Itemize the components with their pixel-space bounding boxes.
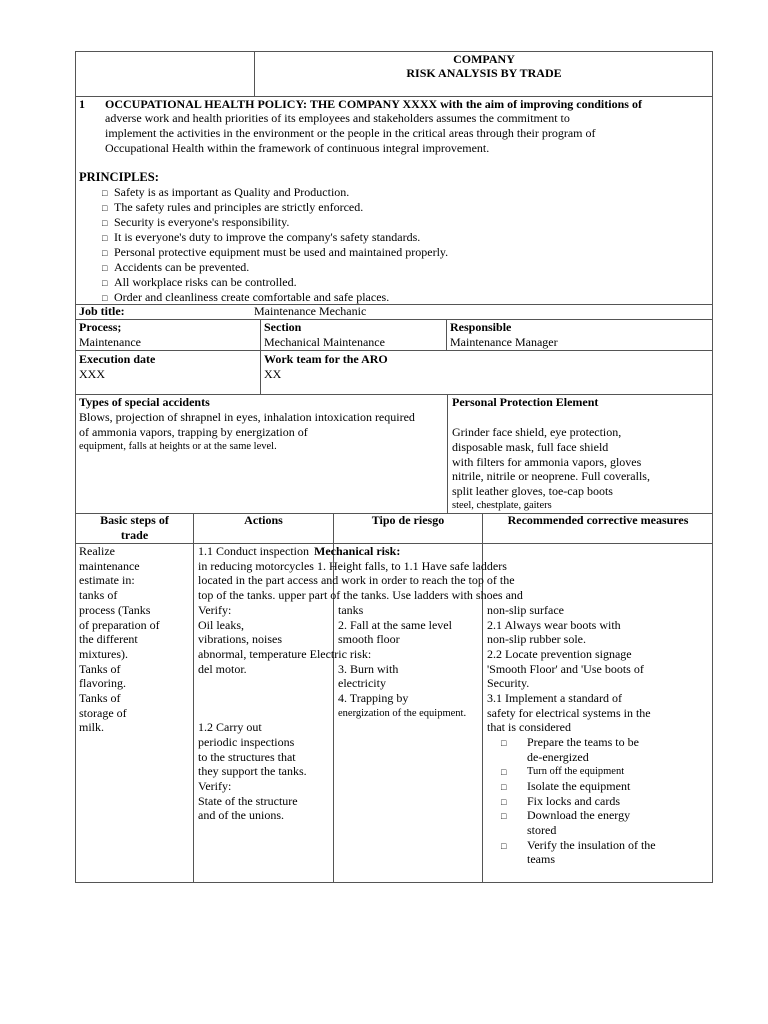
divider xyxy=(260,319,261,395)
sub-item-text: Fix locks and cards xyxy=(527,794,620,808)
execution-date-value: XXX xyxy=(79,367,105,381)
checkbox-bullet-icon: □ xyxy=(501,797,507,807)
checkbox-bullet-icon: □ xyxy=(501,767,507,777)
principle-text: Personal protective equipment must be used and maintained properly. xyxy=(114,245,449,259)
action-text: and of the unions. xyxy=(198,808,284,822)
measure-text: safety for electrical systems in the xyxy=(487,706,651,720)
step-text: maintenance xyxy=(79,559,140,573)
process-value: Maintenance xyxy=(79,335,141,349)
mechanical-risk-label: Mechanical risk: xyxy=(314,544,401,558)
divider xyxy=(75,319,713,320)
divider xyxy=(446,319,447,350)
action-text: Verify: xyxy=(198,603,232,617)
column-header-measures: Recommended corrective measures xyxy=(507,513,689,527)
sub-item-text: Isolate the equipment xyxy=(527,779,631,793)
list-item xyxy=(501,838,513,854)
policy-text: Occupational Health within the framework of continuous integral improvement. xyxy=(105,141,490,155)
checkbox-bullet-icon: □ xyxy=(501,841,507,851)
principle-text: Accidents can be prevented. xyxy=(114,260,250,274)
principle-text: Safety is as important as Quality and Production. xyxy=(114,185,350,199)
principle-text: All workplace risks can be controlled. xyxy=(114,275,297,289)
step-text: flavoring. xyxy=(79,676,126,690)
step-text: estimate in: xyxy=(79,573,135,587)
sub-item-text: stored xyxy=(527,823,557,837)
checkbox-bullet-icon: □ xyxy=(102,233,108,243)
measure-text: 2.2 Locate prevention signage xyxy=(487,647,632,661)
work-team-label: Work team for the ARO xyxy=(264,352,388,366)
list-item xyxy=(501,808,513,824)
column-header-steps: Basic steps of xyxy=(100,513,169,527)
page-title: RISK ANALYSIS BY TRADE xyxy=(406,66,562,80)
action-text: located in the part access and work in order to reach the top of the xyxy=(198,573,515,587)
work-team-value: XX xyxy=(264,367,282,381)
ppe-label: Personal Protection Element xyxy=(452,395,599,409)
principle-text: The safety rules and principles are strictly enforced. xyxy=(114,200,364,214)
list-item xyxy=(102,185,349,201)
ppe-text: split leather gloves, toe-cap boots xyxy=(452,484,613,498)
column-header-actions: Actions xyxy=(244,513,283,527)
action-text: periodic inspections xyxy=(198,735,295,749)
step-text: Tanks of xyxy=(79,691,121,705)
list-item xyxy=(102,215,289,231)
ppe-text: Grinder face shield, eye protection, xyxy=(452,425,622,439)
company-name: COMPANY xyxy=(453,52,515,66)
column-header-risk: Tipo de riesgo xyxy=(371,513,445,527)
risk-text: 4. Trapping by xyxy=(338,691,409,705)
action-text: vibrations, noises xyxy=(198,632,282,646)
step-text: Realize xyxy=(79,544,115,558)
list-item xyxy=(102,230,420,246)
checkbox-bullet-icon: □ xyxy=(501,811,507,821)
step-text: of preparation of xyxy=(79,618,160,632)
action-text: to the structures that xyxy=(198,750,296,764)
checkbox-bullet-icon: □ xyxy=(501,782,507,792)
measure-text: non-slip rubber sole. xyxy=(487,632,586,646)
principle-text: Security is everyone's responsibility. xyxy=(114,215,290,229)
risk-text: smooth floor xyxy=(338,632,400,646)
responsible-value: Maintenance Manager xyxy=(450,335,558,349)
sub-item-text: de-energized xyxy=(527,750,589,764)
checkbox-bullet-icon: □ xyxy=(102,203,108,213)
sub-item-text: Turn off the equipment xyxy=(527,766,625,777)
step-text: process (Tanks xyxy=(79,603,151,617)
divider xyxy=(75,350,713,351)
list-item xyxy=(501,764,513,780)
measure-text: 'Smooth Floor' and 'Use boots of xyxy=(487,662,644,676)
action-text: Oil leaks, xyxy=(198,618,244,632)
sub-item-text: Download the energy xyxy=(527,808,631,822)
action-text: 1.1 Conduct inspection xyxy=(198,544,309,558)
action-text: State of the structure xyxy=(198,794,298,808)
sub-item-text: Prepare the teams to be xyxy=(527,735,639,749)
risk-text: tanks xyxy=(338,603,364,617)
section-value: Mechanical Maintenance xyxy=(264,335,385,349)
ppe-text: with filters for ammonia vapors, gloves xyxy=(452,455,642,469)
accidents-text: Blows, projection of shrapnel in eyes, inhalation intoxication required xyxy=(79,410,415,424)
ppe-text: nitrile, nitrile or neoprene. Full coveralls, xyxy=(452,469,650,483)
step-text: milk. xyxy=(79,720,105,734)
checkbox-bullet-icon: □ xyxy=(102,293,108,303)
section-label: Section xyxy=(264,320,302,334)
checkbox-bullet-icon: □ xyxy=(102,278,108,288)
action-text: Verify: xyxy=(198,779,232,793)
list-item xyxy=(102,200,363,216)
list-item xyxy=(501,735,513,751)
execution-date-label: Execution date xyxy=(79,352,156,366)
risk-text: 2. Fall at the same level xyxy=(338,618,452,632)
risk-text: electricity xyxy=(338,676,386,690)
process-label: Process; xyxy=(79,320,122,334)
checkbox-bullet-icon: □ xyxy=(501,738,507,748)
accidents-text: of ammonia vapors, trapping by energization of xyxy=(79,425,308,439)
action-text: top of the tanks. upper part of the tanks. Use ladders with shoes and xyxy=(198,588,523,602)
step-text: tanks of xyxy=(79,588,118,602)
checkbox-bullet-icon: □ xyxy=(102,188,108,198)
measure-text: Security. xyxy=(487,676,530,690)
policy-heading: OCCUPATIONAL HEALTH POLICY: THE COMPANY XXXX with the aim of improving conditions of xyxy=(105,97,642,111)
divider xyxy=(447,394,448,514)
risk-text: 3. Burn with xyxy=(338,662,399,676)
checkbox-bullet-icon: □ xyxy=(102,248,108,258)
list-item xyxy=(102,275,297,291)
policy-number: 1 xyxy=(79,97,85,111)
measure-text: 2.1 Always wear boots with xyxy=(487,618,621,632)
column-header-steps: trade xyxy=(120,528,149,542)
risk-text: energization of the equipment. xyxy=(338,708,467,719)
step-text: storage of xyxy=(79,706,127,720)
measure-text: non-slip surface xyxy=(487,603,564,617)
sub-item-text: teams xyxy=(527,852,555,866)
principle-text: It is everyone's duty to improve the company's safety standards. xyxy=(114,230,421,244)
policy-text: adverse work and health priorities of its employees and stakeholders assumes the commitment to xyxy=(105,111,570,125)
accidents-text: equipment, falls at heights or at the same level. xyxy=(79,441,277,452)
list-item xyxy=(501,779,513,795)
step-text: mixtures). xyxy=(79,647,128,661)
action-text: 1.2 Carry out xyxy=(198,720,262,734)
list-item xyxy=(102,245,448,261)
action-text: in reducing motorcycles 1. Height falls, to 1.1 Have safe ladders xyxy=(198,559,507,573)
policy-text: implement the activities in the environment or the people in the critical areas through their program of xyxy=(105,126,596,140)
job-title-value: Maintenance Mechanic xyxy=(254,304,367,318)
step-text: the different xyxy=(79,632,138,646)
ppe-text: steel, chestplate, gaiters xyxy=(452,500,552,511)
measure-text: that is considered xyxy=(487,720,571,734)
ppe-text: disposable mask, full face shield xyxy=(452,440,609,454)
checkbox-bullet-icon: □ xyxy=(102,263,108,273)
sub-item-text: Verify the insulation of the xyxy=(527,838,656,852)
list-item xyxy=(102,260,249,276)
checkbox-bullet-icon: □ xyxy=(102,218,108,228)
action-text: they support the tanks. xyxy=(198,764,307,778)
measure-text: 3.1 Implement a standard of xyxy=(487,691,622,705)
job-title-label: Job title: xyxy=(79,304,125,318)
action-text: abnormal, temperature Electric risk: xyxy=(198,647,372,661)
step-text: Tanks of xyxy=(79,662,121,676)
principles-heading: PRINCIPLES: xyxy=(79,170,159,184)
responsible-label: Responsible xyxy=(450,320,512,334)
accidents-label: Types of special accidents xyxy=(79,395,210,409)
action-text: del motor. xyxy=(198,662,247,676)
divider xyxy=(193,513,194,883)
principle-text: Order and cleanliness create comfortable and safe places. xyxy=(114,290,390,304)
